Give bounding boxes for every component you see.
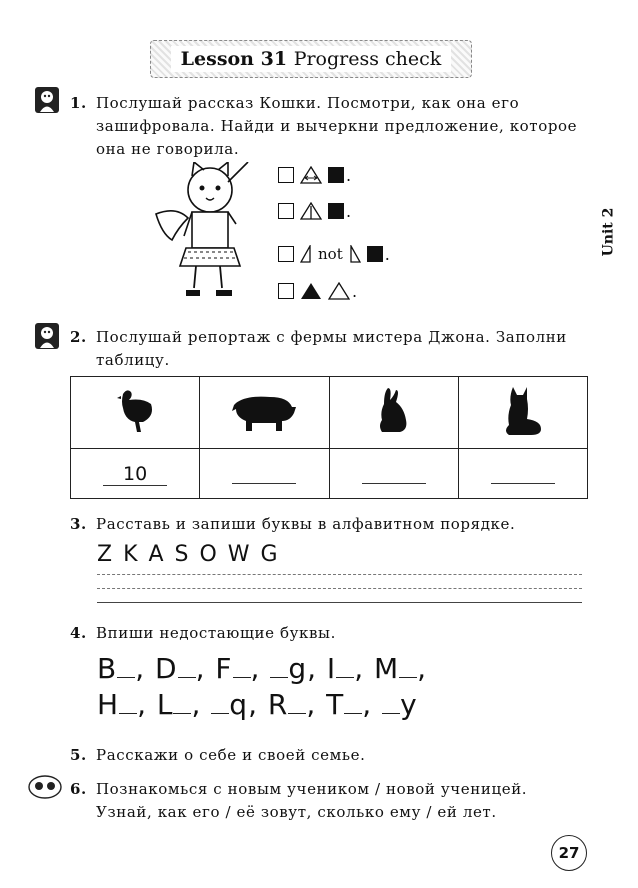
speaking-icon <box>28 774 62 804</box>
unit-label: Unit 2 <box>600 207 617 257</box>
filled-square-icon <box>367 246 383 262</box>
task-6-text: Познакомься с новым учеником / новой ученицей. Узнай, как его / её зовут, сколько ему / ей лет. <box>96 780 528 821</box>
writing-base-line[interactable] <box>97 602 582 604</box>
letter-blank[interactable] <box>173 712 191 714</box>
filled-triangle-icon <box>300 282 322 300</box>
writing-guide-line <box>97 574 582 576</box>
letter-blank[interactable] <box>382 712 400 714</box>
listening-icon <box>34 322 60 354</box>
half-triangle-left-icon <box>300 245 312 263</box>
lesson-title: Lesson 31 Progress check <box>171 46 452 72</box>
answer-cell-pig[interactable] <box>200 449 329 499</box>
task-4-text: Впиши недостающие буквы. <box>96 624 336 642</box>
task-3-text: Расставь и запиши буквы в алфавитном порядке. <box>96 515 516 533</box>
empty-square-icon <box>278 283 294 299</box>
letter-blank[interactable] <box>117 676 135 678</box>
letter-blank[interactable] <box>288 712 306 714</box>
triangle-arrows-icon <box>300 166 322 184</box>
answer-cell-rabbit[interactable] <box>329 449 458 499</box>
empty-square-icon <box>278 246 294 262</box>
filled-square-icon <box>328 167 344 183</box>
empty-square-icon <box>278 203 294 219</box>
hen-icon <box>71 377 200 449</box>
letter-blank[interactable] <box>344 712 362 714</box>
fill-letters-row-2: H , L , q, R , T , y <box>97 688 418 721</box>
letter-blank[interactable] <box>233 676 251 678</box>
answer-cell-fox[interactable] <box>458 449 587 499</box>
symbol-row-3: not . <box>278 243 390 265</box>
pig-icon <box>200 377 329 449</box>
lesson-banner <box>150 40 472 78</box>
symbol-row-4: . <box>278 280 357 302</box>
empty-triangle-icon <box>328 282 350 300</box>
triangle-line-icon <box>300 202 322 220</box>
task-2-text: Послушай репортаж с фермы мистера Джона. Заполни таблицу. <box>96 328 567 369</box>
letter-blank[interactable] <box>270 676 288 678</box>
rabbit-icon <box>329 377 458 449</box>
letters-to-sort: Z K A S O W G <box>97 542 280 567</box>
symbol-row-2: . <box>278 200 351 222</box>
empty-square-icon <box>278 167 294 183</box>
fill-letters-row-1: B , D , F , g, I , M , <box>97 652 428 685</box>
task-5-text: Расскажи о себе и своей семье. <box>96 746 366 764</box>
fox-icon <box>458 377 587 449</box>
listening-icon <box>34 86 60 118</box>
cat-illustration <box>148 162 268 304</box>
letter-blank[interactable] <box>119 712 137 714</box>
writing-guide-line <box>97 588 582 590</box>
letter-blank[interactable] <box>336 676 354 678</box>
symbol-row-1: . <box>278 164 351 186</box>
letter-blank[interactable] <box>178 676 196 678</box>
task-1-text: Послушай рассказ Кошки. Посмотри, как она его зашифровала. Найди и вычеркни предложение, которое она не говорила. <box>96 94 578 158</box>
half-triangle-right-icon <box>349 245 361 263</box>
page-number: 27 <box>551 835 587 871</box>
letter-blank[interactable] <box>211 712 229 714</box>
filled-square-icon <box>328 203 344 219</box>
farm-table <box>70 376 588 499</box>
answer-cell-hen[interactable]: 10 <box>71 449 200 499</box>
letter-blank[interactable] <box>399 676 417 678</box>
